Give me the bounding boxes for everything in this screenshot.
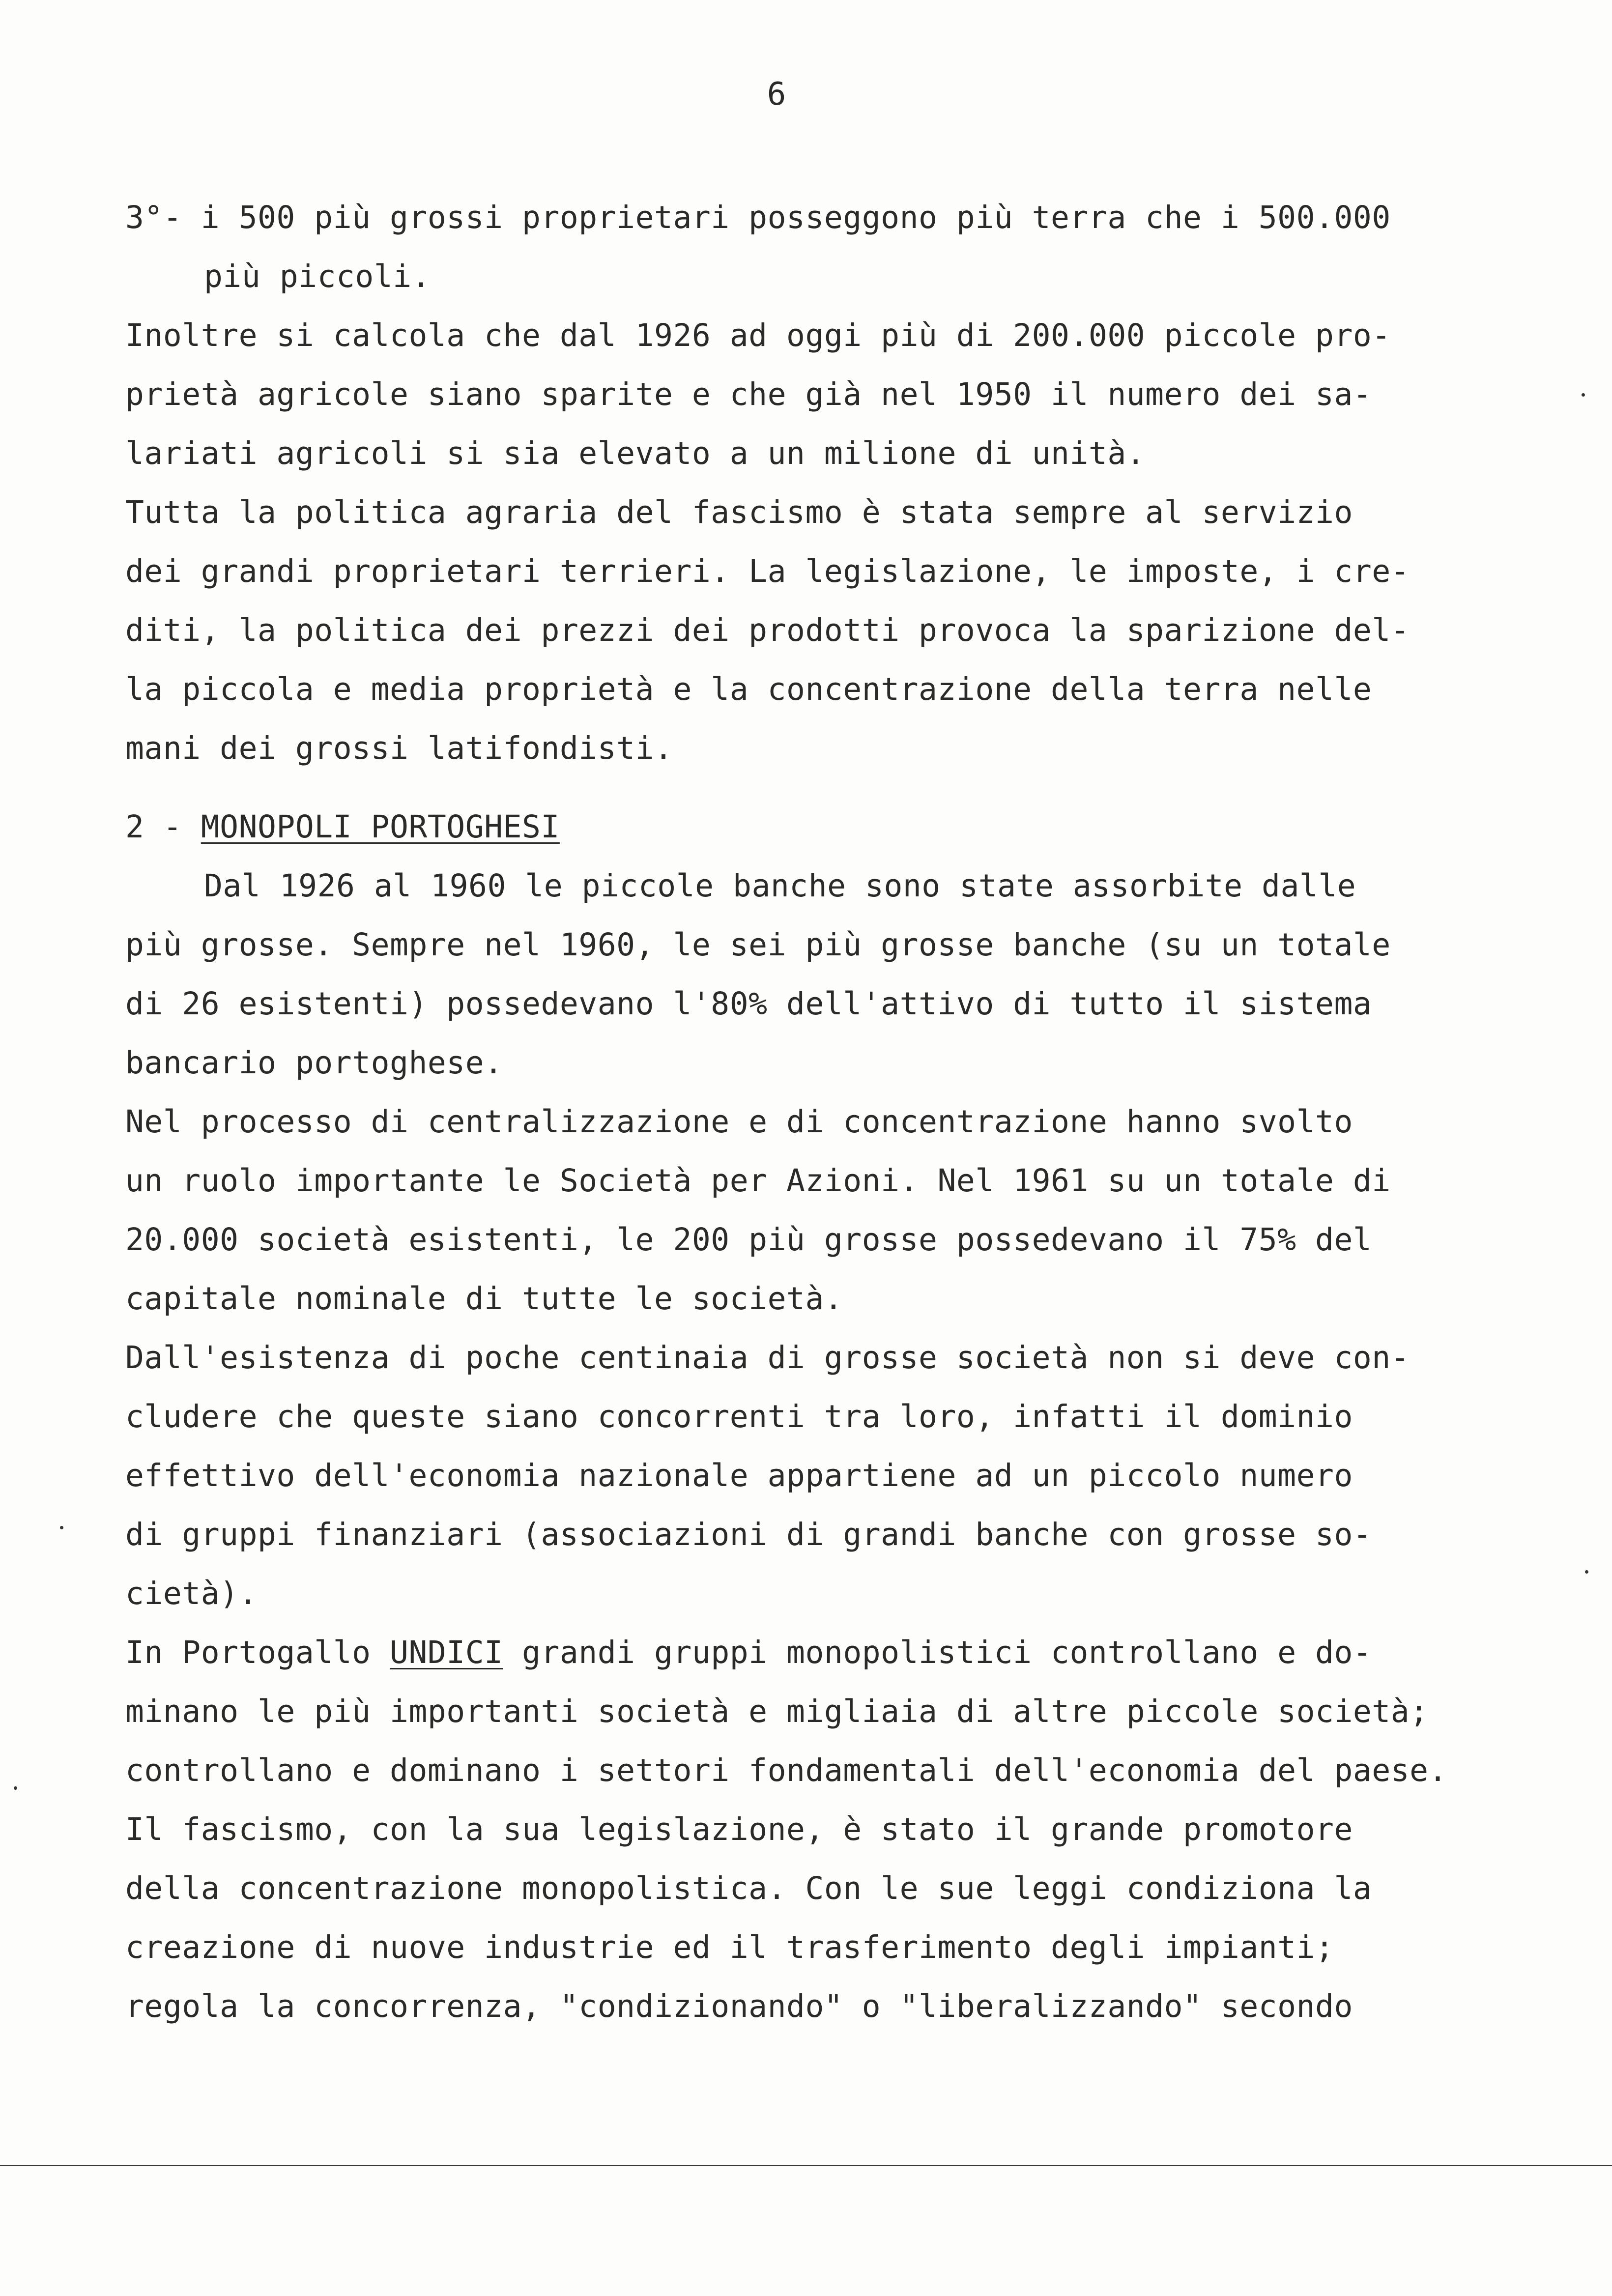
text-line: lariati agricoli si sia elevato a un milione di unità. [125, 435, 1146, 471]
text-line: la piccola e media proprietà e la concentrazione della terra nelle [125, 671, 1372, 707]
text-line: 3°- i 500 più grossi proprietari posseggono più terra che i 500.000 [125, 200, 1391, 235]
text-line: Nel processo di centralizzazione e di concentrazione hanno svolto [125, 1104, 1353, 1140]
section-heading-title: MONOPOLI PORTOGHESI [201, 809, 560, 845]
scan-speck [1582, 393, 1585, 397]
text-line: minano le più importanti società e migliaia di altre piccole società; [125, 1693, 1429, 1729]
text-line: controllano e dominano i settori fondamentali dell'economia del paese. [125, 1752, 1448, 1788]
text-line: della concentrazione monopolistica. Con le sue leggi condiziona la [125, 1870, 1372, 1906]
text-line: più piccoli. [204, 258, 431, 294]
text-line: 20.000 società esistenti, le 200 più grosse possedevano il 75% del [125, 1222, 1372, 1258]
undici-line-end: grandi gruppi monopolistici controllano e do- [503, 1635, 1372, 1670]
undici-line-start: In Portogallo [125, 1635, 390, 1670]
text-line: cietà). [125, 1576, 258, 1611]
section-heading-number: 2 - [125, 809, 201, 845]
text-line: di 26 esistenti) possedevano l'80% dell'attivo di tutto il sistema [125, 986, 1372, 1022]
scan-speck [14, 1786, 17, 1790]
text-line: cludere che queste siano concorrenti tra loro, infatti il dominio [125, 1399, 1353, 1435]
page-bottom-rule [0, 2165, 1612, 2166]
page-number: 6 [767, 76, 786, 113]
text-line-undici [125, 1633, 1372, 1672]
text-line: Tutta la politica agraria del fascismo è stata sempre al servizio [125, 494, 1353, 530]
scan-speck [60, 1526, 63, 1529]
text-line: Il fascismo, con la sua legislazione, è stato il grande promotore [125, 1811, 1353, 1847]
section-heading [125, 807, 560, 847]
text-line: capitale nominale di tutte le società. [125, 1281, 843, 1317]
text-line: regola la concorrenza, "condizionando" o "liberalizzando" secondo [125, 1988, 1353, 2024]
text-line: Dal 1926 al 1960 le piccole banche sono state assorbite dalle [204, 868, 1356, 904]
text-line: prietà agricole siano sparite e che già nel 1950 il numero dei sa- [125, 376, 1372, 412]
undici-emphasis: UNDICI [390, 1635, 503, 1670]
text-line: di gruppi finanziari (associazioni di grandi banche con grosse so- [125, 1517, 1372, 1552]
text-line: creazione di nuove industrie ed il trasferimento degli impianti; [125, 1929, 1334, 1965]
text-line: un ruolo importante le Società per Azioni. Nel 1961 su un totale di [125, 1163, 1391, 1199]
text-line: mani dei grossi latifondisti. [125, 730, 673, 766]
text-line: dei grandi proprietari terrieri. La legislazione, le imposte, i cre- [125, 553, 1410, 589]
text-line: più grosse. Sempre nel 1960, le sei più grosse banche (su un totale [125, 927, 1391, 963]
text-line: effettivo dell'economia nazionale appartiene ad un piccolo numero [125, 1458, 1353, 1493]
scan-speck [1585, 1570, 1588, 1574]
text-line: diti, la politica dei prezzi dei prodotti provoca la sparizione del- [125, 612, 1410, 648]
text-line: bancario portoghese. [125, 1045, 503, 1081]
text-line: Inoltre si calcola che dal 1926 ad oggi più di 200.000 piccole pro- [125, 317, 1391, 353]
text-line: Dall'esistenza di poche centinaia di grosse società non si deve con- [125, 1340, 1410, 1376]
